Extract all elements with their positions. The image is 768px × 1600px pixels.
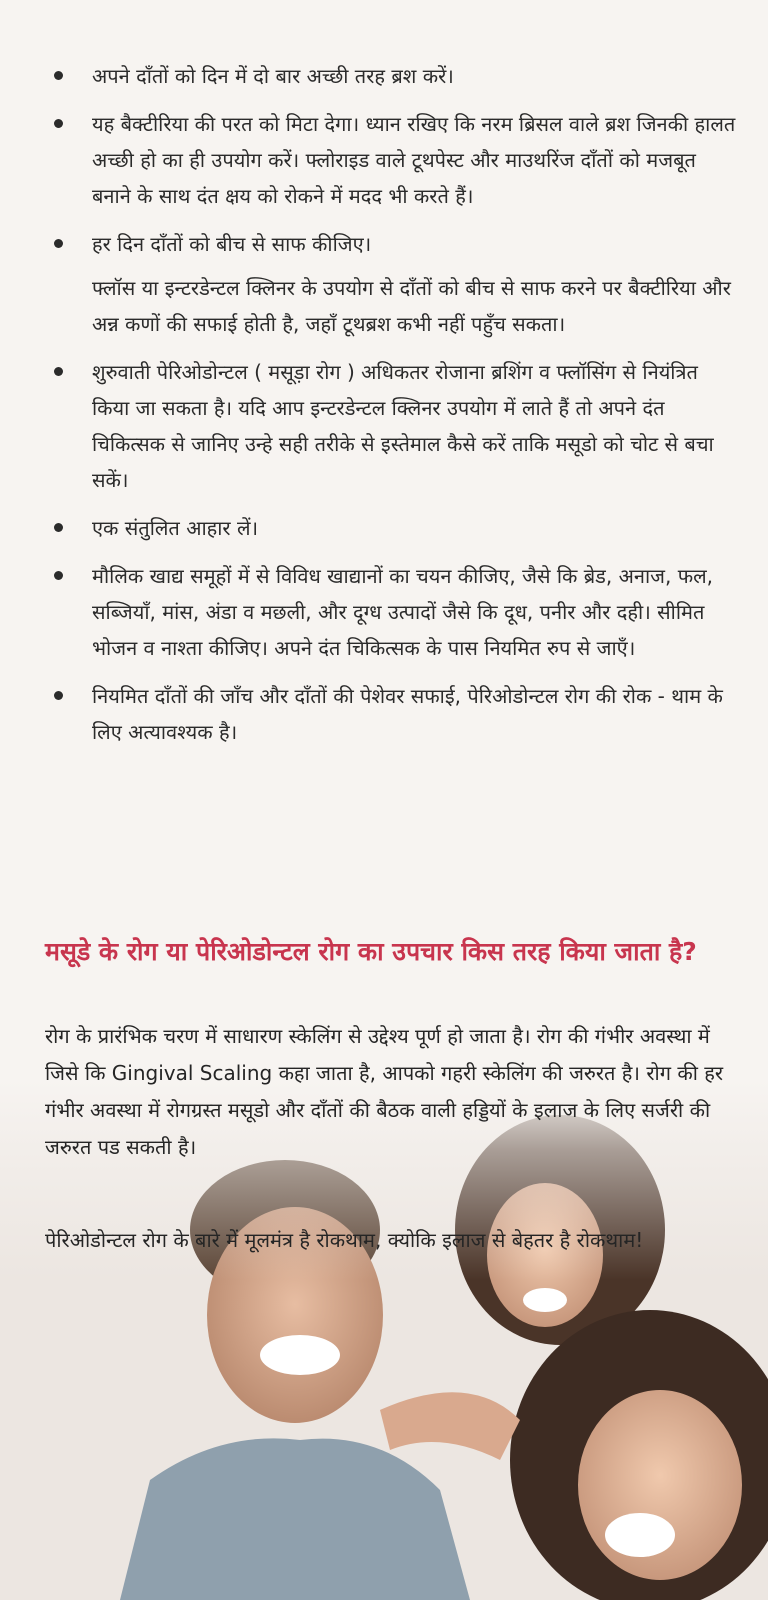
list-item [40, 226, 740, 342]
tip-subtext: फ्लॉस या इन्टरडेन्टल क्लिनर के उपयोग से दाँतों को बीच से साफ करने पर बैक्टीरिया और अन्न कणों की सफाई होती है, जहाँ टूथब्रश कभी नहीं पहुँच सकता। [92, 276, 731, 336]
list-item [40, 678, 740, 750]
tip-text: मौलिक खाद्य समूहों में से विविध खाद्यानों का चयन कीजिए, जैसे कि ब्रेड, अनाज, फल, सब्जियाँ, मांस, अंडा व मछली, और दूग्ध उत्पादों जैसे कि दूध, पनीर और दही। सीमित भोजन व नाश्ता कीजिए। अपने दंत चिकित्सक के पास नियमित रुप से जाएँ। [92, 564, 714, 660]
list-item [40, 58, 740, 94]
list-item [40, 106, 740, 214]
list-item [40, 354, 740, 498]
bullet-dot-icon [54, 691, 63, 700]
list-item [40, 558, 740, 666]
tip-text: एक संतुलित आहार लें। [92, 516, 259, 540]
list-item [40, 510, 740, 546]
treatment-paragraph: रोग के प्रारंभिक चरण में साधारण स्केलिंग से उद्देश्य पूर्ण हो जाता है। रोग की गंभीर अवस्था में जिसे कि Gingival Scaling कहा जाता है, आपको गहरी स्केलिंग की जरुरत है। रोग की हर गंभीर अवस्था में रोगग्रस्त मसूडो और दाँतों की बैठक वाली हड्डियों के इलाज के लिए सर्जरी की जरुरत पड सकती है। [45, 1024, 724, 1159]
tip-text: अपने दाँतों को दिन में दो बार अच्छी तरह ब्रश करें। [92, 64, 454, 88]
bullet-dot-icon [54, 571, 63, 580]
tip-text: नियमित दाँतों की जाँच और दाँतों की पेशेवर सफाई, पेरिओडोन्टल रोग की रोक - थाम के लिए अत्यावश्यक है। [92, 684, 723, 744]
tip-text: यह बैक्टीरिया की परत को मिटा देगा। ध्यान रखिए कि नरम ब्रिसल वाले ब्रश जिनकी हालत अच्छी हो का ही उपयोग करें। फ्लोराइड वाले टूथपेस्ट और माउथरिंज दाँतों को मजबूत बनाने के साथ दंत क्षय को रोकने में मदद भी करते हैं। [92, 112, 736, 208]
bullet-dot-icon [54, 367, 63, 376]
bullet-dot-icon [54, 119, 63, 128]
tip-text: हर दिन दाँतों को बीच से साफ कीजिए। [92, 232, 372, 256]
prevention-paragraph: पेरिओडोन्टल रोग के बारे में मूलमंत्र है रोकथाम, क्योकि इलाज से बेहतर है रोकथाम! [45, 1228, 644, 1252]
tip-text: शुरुवाती पेरिओडोन्टल ( मसूड़ा रोग ) अधिकतर रोजाना ब्रशिंग व फ्लॉसिंग से नियंत्रित किया जा सकता है। यदि आप इन्टरडेन्टल क्लिनर उपयोग में लाते हैं तो अपने दंत चिकित्सक से जानिए उन्हे सही तरीके से इस्तेमाल कैसे करें ताकि मसूडो को चोट से बचा सकें। [92, 360, 714, 492]
tips-list [40, 58, 740, 762]
bullet-dot-icon [54, 71, 63, 80]
bullet-dot-icon [54, 523, 63, 532]
section-heading: मसूडे के रोग या पेरिओडोन्टल रोग का उपचार किस तरह किया जाता है? [45, 937, 697, 966]
bullet-dot-icon [54, 239, 63, 248]
